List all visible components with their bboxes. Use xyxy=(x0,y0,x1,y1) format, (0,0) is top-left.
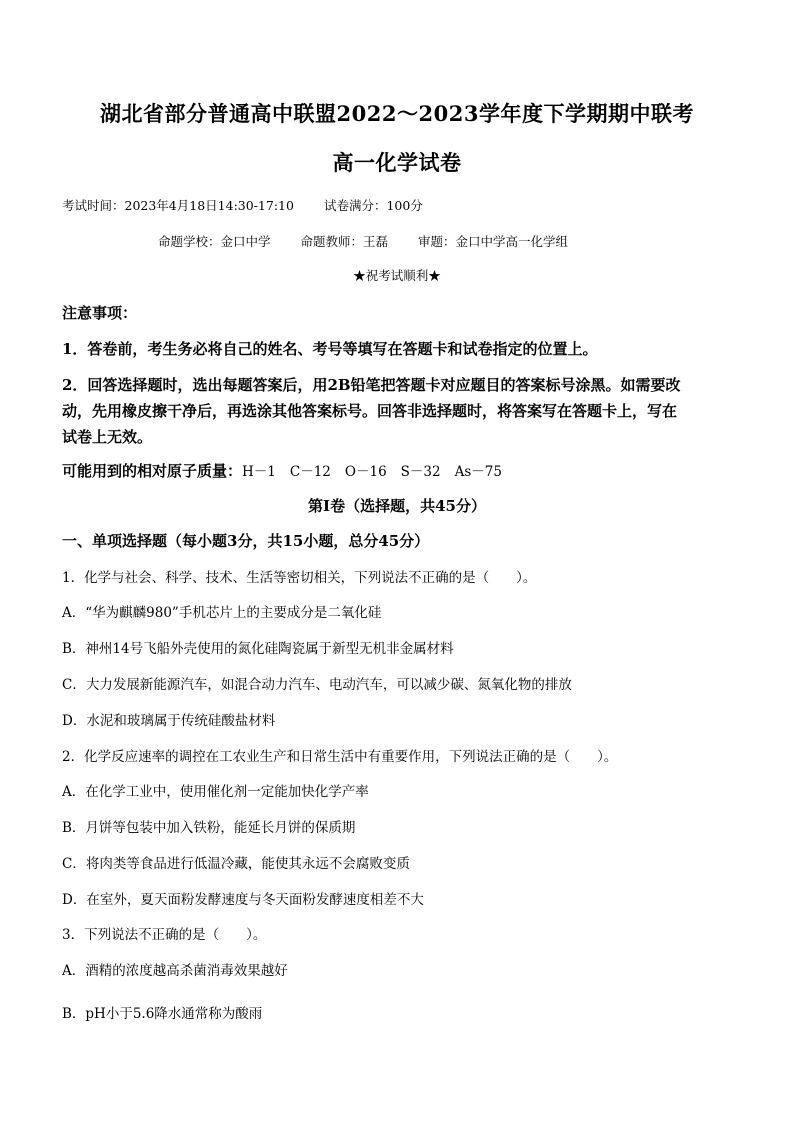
author-info-line xyxy=(158,232,568,250)
atomic-mass-values xyxy=(242,464,516,480)
exam-time: 考试时间：2023年4月18日14:30-17:10 xyxy=(62,198,294,213)
atomic-mass-as: As－75 xyxy=(454,464,502,480)
exam-subtitle: 高一化学试卷 xyxy=(332,150,462,175)
question-1-option-b: B．神州14号飞船外壳使用的氮化硅陶瓷属于新型无机非金属材料 xyxy=(62,641,454,657)
question-3-option-b: B．pH小于5.6降水通常称为酸雨 xyxy=(62,1006,263,1022)
full-score: 试卷满分：100分 xyxy=(323,198,423,213)
reviewer: 审题：金口中学高一化学组 xyxy=(418,234,569,249)
question-1-option-d: D．水泥和玻璃属于传统硅酸盐材料 xyxy=(62,713,276,729)
question-2-option-c: C．将肉类等食品进行低温冷藏，能使其永远不会腐败变质 xyxy=(62,856,410,872)
question-1-option-a: A．“华为麒麟980”手机芯片上的主要成分是二氧化硅 xyxy=(62,605,382,621)
notice-item-2-line-3: 试卷上无效。 xyxy=(62,428,153,446)
author-teacher: 命题教师：王磊 xyxy=(300,234,389,249)
notice-heading: 注意事项： xyxy=(62,304,138,322)
atomic-mass-line xyxy=(62,460,516,481)
question-1-option-c: C．大力发展新能源汽车，如混合动力汽车、电动汽车，可以减少碳、氮氧化物的排放 xyxy=(62,677,572,693)
atomic-mass-c: C－12 xyxy=(289,464,331,480)
notice-item-1: 1．答卷前，考生务必将自己的姓名、考号等填写在答题卡和试卷指定的位置上。 xyxy=(62,340,598,358)
notice-item-2-line-1: 2．回答选择题时，选出每题答案后，用2B铅笔把答题卡对应题目的答案标号涂黑。如需要改 xyxy=(62,376,681,394)
question-3-stem: 3．下列说法不正确的是（ ）。 xyxy=(62,927,267,943)
question-2-option-d: D．在室外，夏天面粉发酵速度与冬天面粉发酵速度相差不大 xyxy=(62,892,424,908)
good-luck-line: ★祝考试顺利★ xyxy=(353,268,441,283)
atomic-mass-h: H－1 xyxy=(242,464,276,480)
atomic-mass-s: S－32 xyxy=(400,464,441,480)
atomic-mass-o: O－16 xyxy=(344,464,387,480)
question-3-option-a: A．酒精的浓度越高杀菌消毒效果越好 xyxy=(62,963,288,979)
question-2-option-b: B．月饼等包装中加入铁粉，能延长月饼的保质期 xyxy=(62,820,356,836)
atomic-mass-label: 可能用到的相对原子质量： xyxy=(62,462,243,480)
question-2-stem: 2．化学反应速率的调控在工农业生产和日常生活中有重要作用，下列说法正确的是（ ）。 xyxy=(62,749,618,765)
exam-info-line xyxy=(62,196,423,214)
notice-item-2-line-2: 动，先用橡皮擦干净后，再选涂其他答案标号。回答非选择题时，将答案写在答题卡上，写在 xyxy=(62,402,678,420)
volume-title: 第Ⅰ卷（选择题，共45分） xyxy=(308,497,486,515)
question-1-stem: 1．化学与社会、科学、技术、生活等密切相关，下列说法不正确的是（ ）。 xyxy=(62,570,537,586)
question-2-option-a: A．在化学工业中，使用催化剂一定能加快化学产率 xyxy=(62,784,369,800)
exam-title: 湖北省部分普通高中联盟2022～2023学年度下学期期中联考 xyxy=(100,101,694,126)
author-school: 命题学校：金口中学 xyxy=(158,234,271,249)
part-title: 一、单项选择题（每小题3分，共15小题，总分45分） xyxy=(62,532,430,550)
